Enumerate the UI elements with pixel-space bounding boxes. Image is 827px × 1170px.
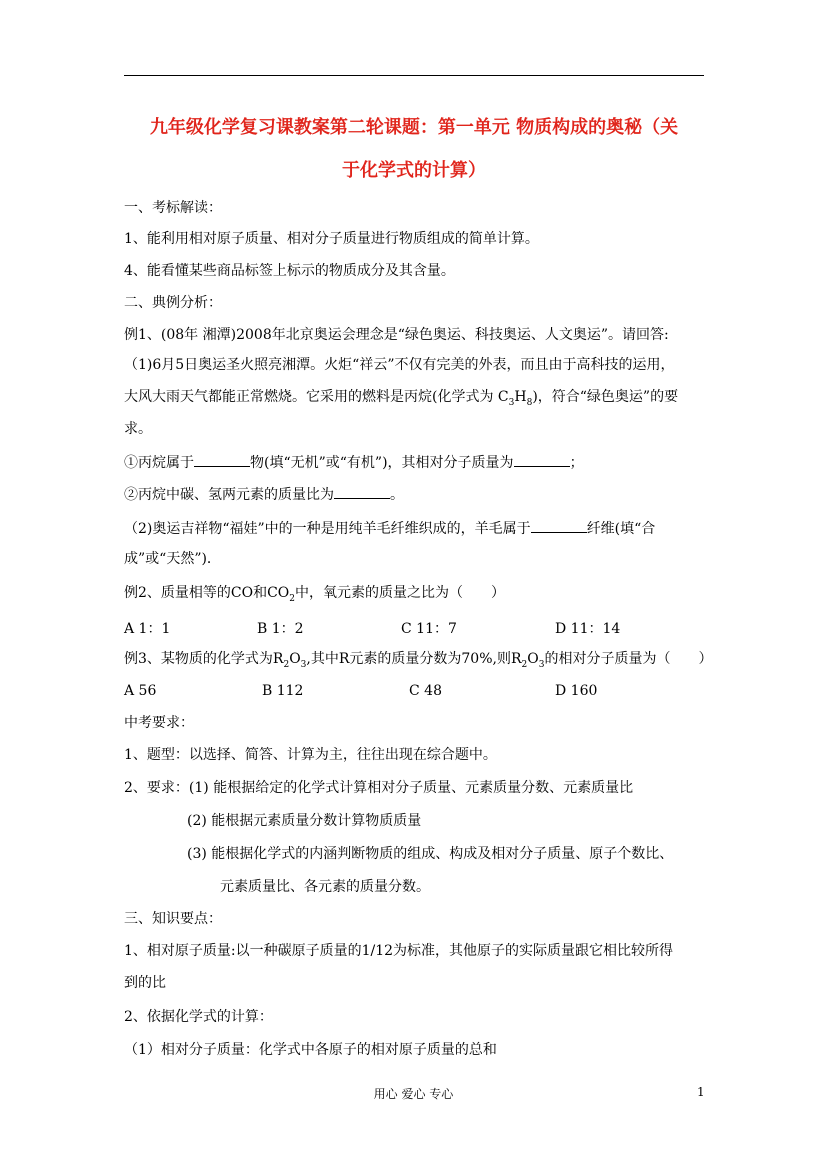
page-title-line2: 于化学式的计算） [342,160,486,181]
option-a: A 1：1 [124,621,171,637]
requirement: 1、题型：以选择、简答、计算为主，往往出现在综合题中。 [124,747,497,763]
paragraph: 1、能利用相对原子质量、相对分子质量进行物质组成的简单计算。 [124,231,539,247]
section-heading: 二、典例分析： [124,295,222,311]
question-1: ①丙烷属于 物(填“无机”或“有机”)，其相对分子质量为 ； [124,455,584,471]
answer-blank [194,454,250,467]
requirement: 2、要求：(1) 能根据给定的化学式计算相对分子质量、元素质量分数、元素质量比 [124,780,634,796]
knowledge-point: 1、相对原子质量:以一种碳原子质量的1/12为标准，其他原子的实际质量跟它相比较所得 [124,943,674,959]
requirement: (3) 能根据化学式的内涵判断物质的组成、构成及相对分子质量、原子个数比、 [187,846,674,862]
section-heading: 一、考标解读： [124,200,222,216]
requirement: 元素质量比、各元素的质量分数。 [220,879,430,895]
option-a: A 56 [124,683,157,699]
paragraph: 4、能看懂某些商品标签上标示的物质成分及其含量。 [124,263,455,279]
example-3-stem: 例3、某物质的化学式为$R_2O_3$,其中R元素的质量分数为70%,则$R_2O_3$的相对分子质量为（ ） [124,651,713,670]
option-d: D 11：14 [555,621,621,637]
question-3-cont: 成”或“天然”)． [124,551,221,567]
example-1-stem: 例1、(08年 湘潭)2008年北京奥运会理念是“绿色奥运、科技奥运、人文奥运”。请回答: [124,327,669,343]
page-title-line1: 九年级化学复习课教案第二轮课题：第一单元 物质构成的奥秘（关 [149,117,679,138]
header-rule [124,75,704,76]
example-1-text: 求。 [124,421,152,437]
page-number: 1 [697,1085,705,1099]
section-heading: 三、知识要点： [124,911,222,927]
question-3: （2)奥运吉祥物“福娃”中的一种是用纯羊毛纤维织成的，羊毛属于 纤维(填“合 [124,521,656,537]
option-d: D 160 [555,683,598,699]
page-footer: 用心 爱心 专心 [373,1087,454,1101]
requirement: (2) 能根据元素质量分数计算物质质量 [187,813,422,829]
question-2: ②丙烷中碳、氢两元素的质量比为 。 [124,487,404,503]
section-heading: 中考要求： [124,715,194,731]
answer-blank [334,486,390,499]
knowledge-point: （1）相对分子质量：化学式中各原子的相对原子质量的总和 [124,1042,497,1058]
answer-blank [531,520,587,533]
knowledge-point: 到的比 [124,975,166,991]
option-c: C 48 [409,683,442,699]
knowledge-point: 2、依据化学式的计算： [124,1009,273,1025]
example-1-text: 大风大雨天气都能正常燃烧。它采用的燃料是丙烷(化学式为 $C_3H_8$)，符合“绿色奥运”的要 [124,389,679,408]
example-1-text: （1)6月5日奥运圣火照亮湘潭。火炬“祥云”不仅有完美的外表，而且由于高科技的运用， [124,357,675,373]
option-b: B 1：2 [257,621,304,637]
example-2-stem: 例2、质量相等的CO和$CO_2$中，氧元素的质量之比为（ ） [124,585,506,604]
option-c: C 11：7 [401,621,457,637]
option-b: B 112 [262,683,304,699]
answer-blank [514,454,570,467]
